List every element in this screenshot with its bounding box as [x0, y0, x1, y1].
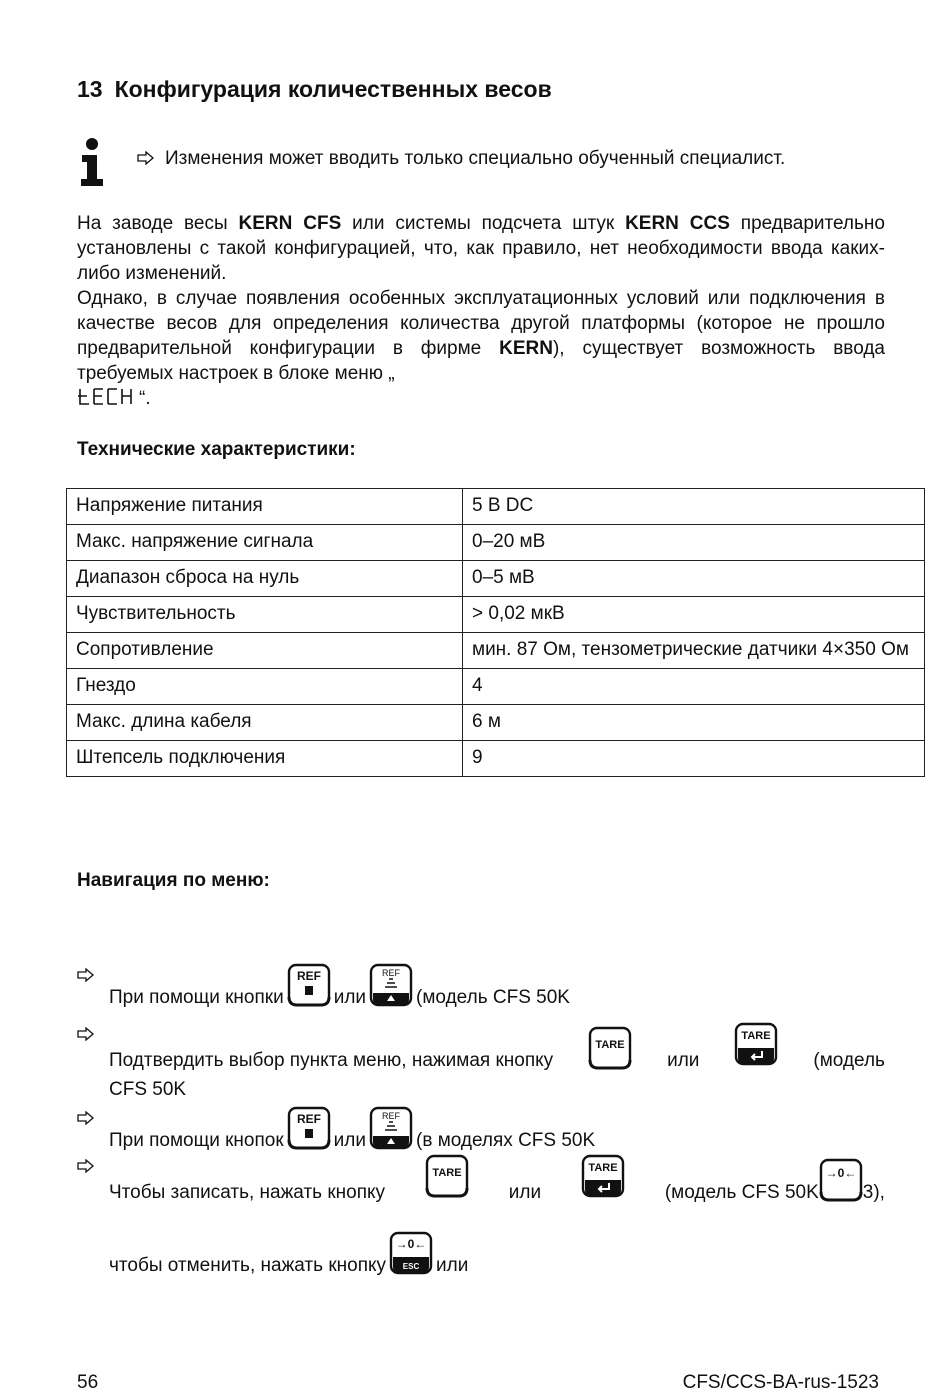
nav-text: (модель CFS 50K: [416, 987, 570, 1008]
lcd-tech-menu-icon: [77, 387, 139, 407]
tare-enter-key-icon: [581, 1154, 625, 1205]
svg-text:REF: REF: [296, 1112, 321, 1126]
nav-text: чтобы отменить, нажать кнопку: [109, 1255, 387, 1276]
intro-paragraph-2: [77, 286, 885, 411]
nav-text: или: [436, 1255, 469, 1276]
svg-text:REF: REF: [382, 968, 401, 978]
info-note-text: Изменения может вводить только специально обученный специалист.: [165, 148, 786, 169]
svg-text:→0←: →0←: [395, 1237, 427, 1251]
nav-text: или: [667, 1050, 700, 1071]
svg-text:TARE: TARE: [432, 1167, 462, 1179]
table-row: [67, 741, 925, 777]
spec-name-cell: Сопротивление: [67, 633, 463, 669]
ref-up-key-icon: [369, 963, 413, 1014]
tare-key-icon: [425, 1154, 469, 1205]
nav-item-3: [77, 1106, 885, 1157]
arrow-bullet-icon: [137, 151, 155, 165]
arrow-bullet-icon: [77, 968, 95, 982]
nav-text: При помощи кнопки: [109, 987, 284, 1008]
nav-text: или: [333, 987, 367, 1008]
spec-value-cell: > 0,02 мкВ: [463, 597, 925, 633]
spec-name-cell: Макс. длина кабеля: [67, 705, 463, 741]
brand-kern-ccs: KERN CCS: [625, 213, 730, 234]
table-row: [67, 525, 925, 561]
nav-text: При помощи кнопок: [109, 1130, 284, 1151]
intro-text: На заводе весы: [77, 213, 239, 234]
table-row: [67, 597, 925, 633]
zero-esc-key-icon: [389, 1231, 433, 1282]
ref-key-icon: [287, 1106, 331, 1157]
svg-text:→0←: →0←: [825, 1166, 857, 1180]
svg-text:TARE: TARE: [588, 1162, 618, 1174]
intro-text: предварительно установлены с такой конфигурацией, что, как правило, нет необходимости ввода каких-либо изменений.: [77, 213, 885, 284]
table-row: [67, 489, 925, 525]
spec-value-cell: мин. 87 Ом, тензометрические датчики 4×350 Ом: [463, 633, 925, 669]
nav-item-1: [77, 963, 885, 1014]
document-id: CFS/CCS-BA-rus-1523: [682, 1372, 879, 1393]
table-row: [67, 705, 925, 741]
spec-name-cell: Гнездо: [67, 669, 463, 705]
info-icon: [78, 137, 106, 187]
spec-name-cell: Штепсель подключения: [67, 741, 463, 777]
nav-text: или: [508, 1182, 542, 1203]
table-row: [67, 669, 925, 705]
svg-text:TARE: TARE: [741, 1030, 771, 1042]
nav-text: Чтобы записать, нажать кнопку: [109, 1182, 386, 1203]
spec-value-cell: 4: [463, 669, 925, 705]
specs-title: Технические характеристики:: [77, 439, 356, 460]
svg-text:TARE: TARE: [595, 1039, 625, 1051]
table-row: [67, 561, 925, 597]
intro-text: или системы подсчета штук: [341, 213, 626, 234]
section-number: 13: [77, 76, 103, 102]
spec-value-cell: 6 м: [463, 705, 925, 741]
info-note: [137, 148, 785, 170]
spec-name-cell: Напряжение питания: [67, 489, 463, 525]
intro-text: “.: [139, 388, 151, 409]
spec-name-cell: Макс. напряжение сигнала: [67, 525, 463, 561]
svg-text:REF: REF: [296, 969, 321, 983]
svg-text:ESC: ESC: [402, 1262, 420, 1271]
spec-value-cell: 5 В DC: [463, 489, 925, 525]
nav-text: Подтвердить выбор пункта меню, нажимая кнопку: [109, 1050, 554, 1071]
ref-key-icon: [287, 963, 331, 1014]
tare-enter-key-icon: [734, 1022, 778, 1073]
nav-text: (в моделях CFS 50K: [416, 1130, 596, 1151]
nav-text: 3),: [862, 1182, 885, 1203]
spec-value-cell: 9: [463, 741, 925, 777]
zero-key-icon: [819, 1158, 863, 1209]
section-title: Конфигурация количественных весов: [114, 76, 552, 102]
brand-kern-cfs: KERN CFS: [238, 213, 342, 234]
section-heading: [77, 76, 552, 103]
intro-text: ), существует возможность ввода требуемых настроек в блоке меню „: [77, 338, 885, 384]
spec-value-cell: 0–20 мВ: [463, 525, 925, 561]
nav-text: или: [333, 1130, 366, 1151]
nav-item-4: [77, 1154, 885, 1282]
intro-text: Однако, в случае появления особенных эксплуатационных условий или подключения в качестве весов для определения количества другой платформы (которое не прошло предварительной конфигурации в фирме: [77, 288, 885, 359]
ref-up-key-icon: [369, 1106, 413, 1157]
specs-table: [66, 488, 925, 777]
spec-name-cell: Диапазон сброса на нуль: [67, 561, 463, 597]
intro-paragraph-1: [77, 211, 885, 286]
nav-text: CFS 50K: [109, 1079, 187, 1100]
nav-text: (модель: [813, 1050, 885, 1071]
arrow-bullet-icon: [77, 1159, 95, 1173]
navigation-title: Навигация по меню:: [77, 870, 270, 891]
nav-text: (модель CFS 50K: [664, 1182, 819, 1203]
spec-value-cell: 0–5 мВ: [463, 561, 925, 597]
arrow-bullet-icon: [77, 1027, 95, 1041]
page-number: 56: [77, 1372, 99, 1393]
nav-item-2: [77, 1022, 885, 1102]
tare-key-icon: [588, 1026, 632, 1077]
svg-text:REF: REF: [382, 1111, 400, 1121]
arrow-bullet-icon: [77, 1111, 95, 1125]
table-row: [67, 633, 925, 669]
spec-name-cell: Чувствительность: [67, 597, 463, 633]
brand-kern: KERN: [499, 338, 553, 359]
